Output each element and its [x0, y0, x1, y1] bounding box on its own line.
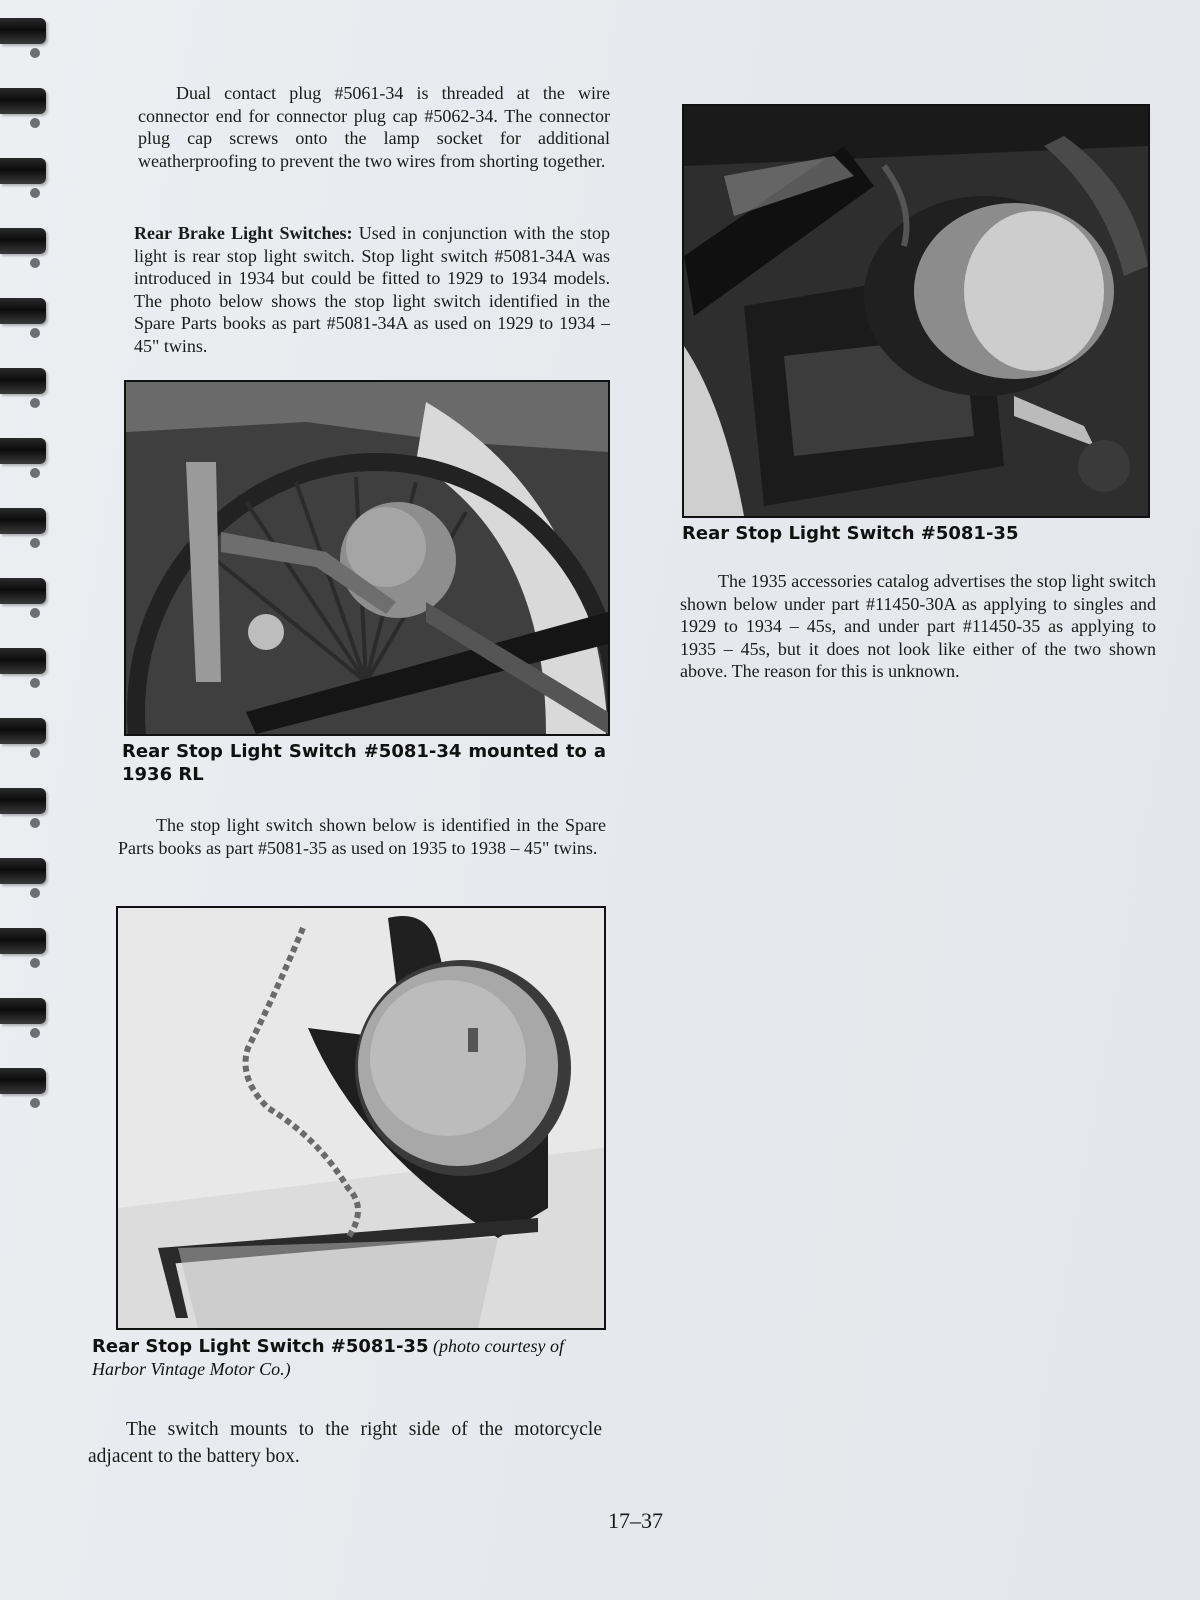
binding-ring	[0, 88, 46, 114]
photo-stop-light-switch-5081-35-mounted	[682, 104, 1150, 518]
binding-ring	[0, 158, 46, 184]
binding-hole	[30, 748, 40, 758]
binding-ring	[0, 998, 46, 1024]
binding-ring	[0, 648, 46, 674]
page-number: 17–37	[608, 1508, 663, 1533]
binding-hole	[30, 1028, 40, 1038]
caption-bold: Rear Stop Light Switch #5081-35	[92, 1336, 429, 1357]
paragraph-text	[134, 222, 610, 357]
binding-ring	[0, 858, 46, 884]
caption-photo-2	[92, 1335, 602, 1381]
photo-stop-light-switch-5081-34	[124, 380, 610, 736]
binding-hole	[30, 118, 40, 128]
paragraph-body: Used in conjunction with the stop light is rear stop light switch. Stop light switch #5081-34A was introduced in 1934 but could be fitted to 1929 to 1934 models. The photo below shows the stop light switch identified in the Spare Parts books as part #5081-34A as used on 1929 to 1934 – 45" twins.	[134, 223, 610, 356]
binding-hole	[30, 398, 40, 408]
binding-hole	[30, 608, 40, 618]
binding-ring	[0, 788, 46, 814]
caption-photo-3: Rear Stop Light Switch #5081-35	[682, 523, 1019, 544]
binding-hole	[30, 678, 40, 688]
binding-ring	[0, 18, 46, 44]
paragraph-text: The stop light switch shown below is identified in the Spare Parts books as part #5081-35 as used on 1935 to 1938 – 45" twins.	[118, 815, 606, 858]
binding-hole	[30, 1098, 40, 1108]
binding-hole	[30, 258, 40, 268]
caption-photo-1: Rear Stop Light Switch #5081-34 mounted to a 1936 RL	[122, 741, 606, 785]
paragraph-switch-mounts	[88, 1416, 602, 1470]
paragraph-text: Dual contact plug #5061-34 is threaded at the wire connector end for connector plug cap #5062-34. The connector plug cap screws onto the lamp socket for additional weatherproofing to prevent the two wires from shorting together.	[138, 83, 610, 171]
binding-ring	[0, 438, 46, 464]
binding-ring	[0, 368, 46, 394]
paragraph-text: The 1935 accessories catalog advertises the stop light switch shown below under part #11450-30A as applying to singles and 1929 to 1934 – 45s, and under part #11450-35 as applying to 1935 – 45s, but it does not look like either of the two shown above. The reason for this is unknown.	[680, 571, 1156, 681]
photo-stop-light-switch-5081-35-chain	[116, 906, 606, 1330]
spiral-binding	[0, 0, 52, 1600]
binding-ring	[0, 718, 46, 744]
binding-ring	[0, 578, 46, 604]
binding-hole	[30, 888, 40, 898]
binding-hole	[30, 538, 40, 548]
binding-hole	[30, 188, 40, 198]
section-heading: Rear Brake Light Switches:	[134, 223, 353, 243]
paragraph-rear-brake-light-switches	[134, 222, 610, 357]
caption-credit: (photo courtesy of Harbor Vintage Motor Co.)	[92, 1336, 564, 1379]
paragraph-1935-catalog	[680, 570, 1156, 683]
binding-ring	[0, 228, 46, 254]
binding-ring	[0, 928, 46, 954]
binding-hole	[30, 468, 40, 478]
binding-hole	[30, 48, 40, 58]
binding-hole	[30, 818, 40, 828]
binding-ring	[0, 298, 46, 324]
binding-hole	[30, 958, 40, 968]
paragraph-stop-light-5081-35	[118, 814, 606, 859]
paragraph-text: The switch mounts to the right side of the motorcycle adjacent to the battery box.	[88, 1419, 602, 1467]
binding-ring	[0, 1068, 46, 1094]
binding-hole	[30, 328, 40, 338]
binding-ring	[0, 508, 46, 534]
paragraph-dual-contact-plug	[138, 82, 610, 172]
